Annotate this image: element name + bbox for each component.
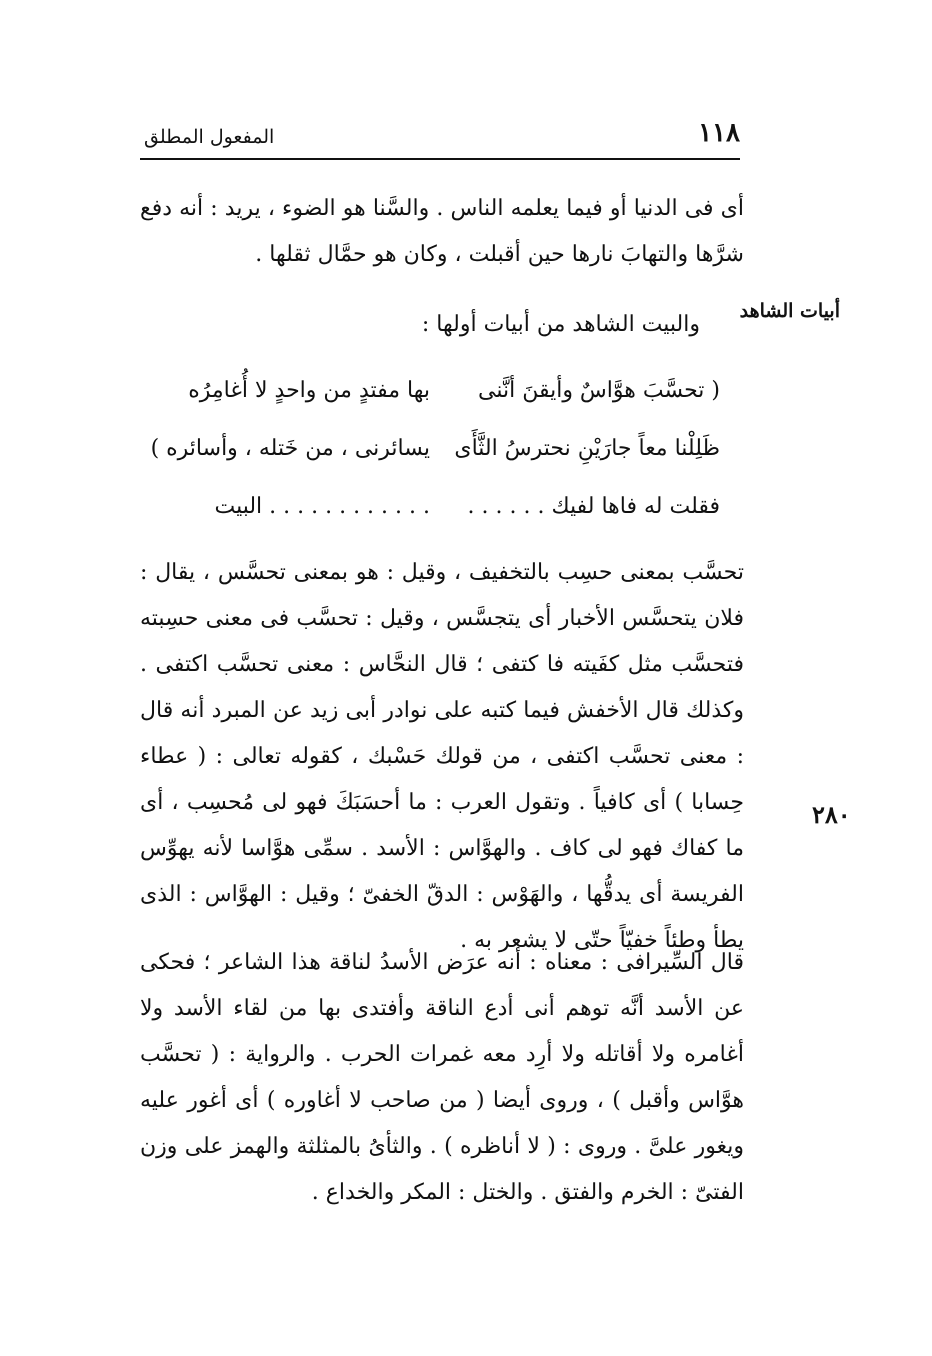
- side-label: أبيات الشاهد: [739, 300, 840, 322]
- paragraph-sirafi: قال السِّيرافى : معناه : أنه عرَض الأسدُ لناقة هذا الشاعر ؛ فحكى عن الأسد أنَّه توهم أنى أدع الناقة وأفتدى بها من لقاء الأسد ولا أغامره ولا أقاتله ولا أرِد معه غمرات الحرب . والرواية : ( تحسَّب هوَّاس وأقبل ) ، وروى أيضا ( من صاحب لا أغاوره ) أى أغور عليه ويغور علىَّ . وروى : ( لا أناظره ) . والثأىُ بالمثلثة والهمز على وزن الفتىّ : الخرم والفتق . والختل : المكر والخداع .: [140, 950, 744, 1205]
- margin-number: ٢٨٠: [812, 800, 851, 829]
- page-header: [140, 118, 740, 160]
- paragraph-commentary: تحسَّب بمعنى حسِب بالتخفيف ، وقيل : هو بمعنى تحسَّس ، يقال : فلان يتحسَّس الأخبار أى يتجسَّس ، وقيل : تحسَّب فى معنى حسِبته فتحسَّب مثل كفَيته فا كتفى ؛ قال النحَّاس : معنى تحسَّب اكتفى . وكذلك قال الأخفش فيما كتبه على نوادر أبى زيد عن المبرد أنه قال : معنى تحسَّب اكتفى ، من قولك حَسْبك ، كقوله تعالى : ( عطاء حِسابا ) أى كافياً . وتقول العرب : ما أحسَبَكَ فهو لى مُحسِب ، أى ما كفاك فهو لى كاف . والهوَّاس : الأسد . سمِّى هوَّاسا لأنه يهوِّس الفريسة أى يدقُّها ، والهَوْس : الدقّ الخفىّ ؛ وقيل : الهوَّاس : الذى يطأ وطئاً خفيّاً حتّى لا يشعر به .: [140, 560, 744, 953]
- page-number: ١١٨: [698, 118, 740, 148]
- verse-line: [150, 426, 720, 478]
- verse-first-hemistich: ظَلِلْنا معاً جارَيْنِ نحترسُ الثَّأَى: [454, 436, 720, 461]
- verse-second-hemistich: بها مفتدٍ من واحدٍ لا أُغامِرُه: [188, 378, 430, 403]
- verse-intro: والبيت الشاهد من أبيات أولها :: [421, 312, 700, 337]
- running-title: المفعول المطلق: [144, 126, 275, 148]
- paragraph-opening: أى فى الدنيا أو فيما يعلمه الناس . والسَّنا هو الضوء ، يريد : أنه دفع شرَّها والتهابَ نارها حين أقبلت ، وكان هو حمَّال ثقلها .: [140, 196, 744, 267]
- verse-second-hemistich: يسائرنى ، من خَتله ، وأسائره ): [150, 436, 430, 461]
- verse-line: [160, 368, 720, 420]
- verse-first-hemistich: ( تحسَّبَ هوَّاسٌ وأيقنَ أنَّنى: [478, 378, 720, 403]
- verse-first-hemistich: فقلت له فاها لفيك . . . . . .: [467, 494, 720, 519]
- verse-line: [160, 484, 720, 536]
- verse-second-hemistich: . . . . . . . . . . . . البيت: [214, 494, 430, 519]
